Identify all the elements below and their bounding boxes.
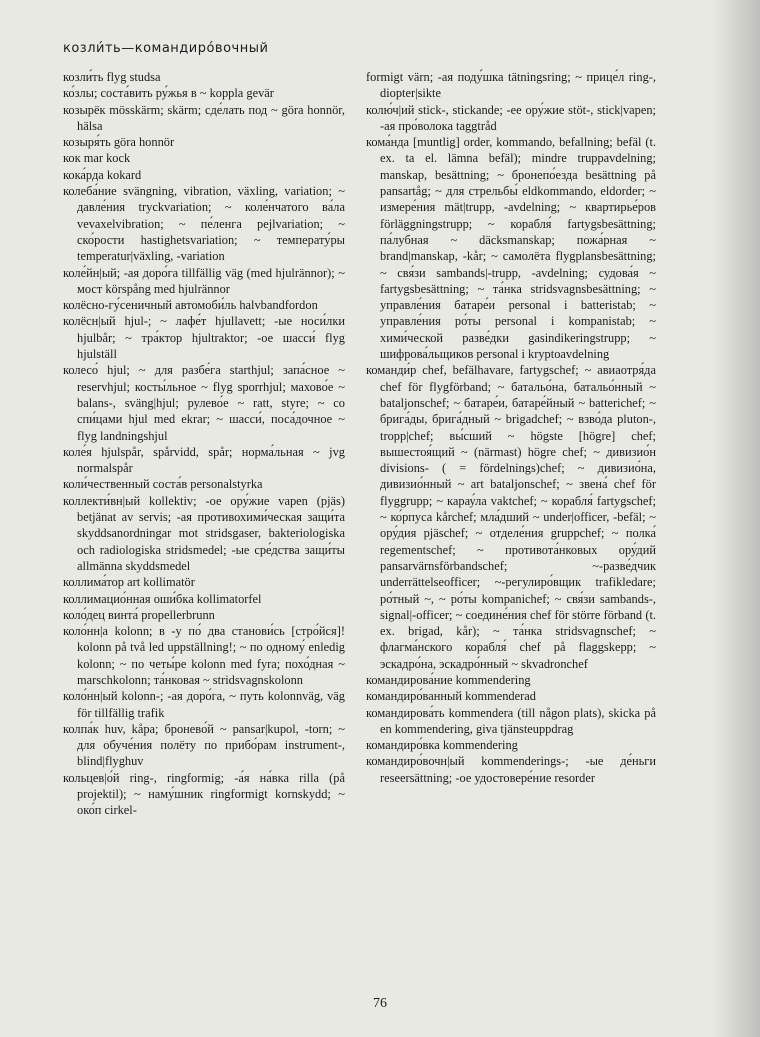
dictionary-entry: команди́р chef, befälhavare, fartygschef; ~ авиаотря́да chef för flygförband; ~ батальо́на, батальо́нный ~ bataljonschef; ~ батаре́и, батаре́йный ~ batterichef; ~ брига́ды, брига́дный ~ brigadchef; ~ взво́да pluton-, tropp|chef; вы́сший ~ högste [högre] chef; вышестоя́щий ~ (närmast) högre chef; ~ дивизио́н divisions- ( = fördelnings)chef; ~ дивизио́на, дивизио́нный ~ art bataljonschef; ~ звена́ chef för flyggrupp; ~ карау́ла vaktchef; ~ корабля́ fartygschef; ~ ко́рпуса kårchef; мла́дший ~ under|officer, -befäl; ~ ору́дия pjäschef; ~ отделе́ния gruppchef; ~ полка́ regementschef; ~ противота́нковых ору́дий pansarvärnsförbandschef; ~-разве́дчик underrättelseofficer; ~-регулиро́вщик trafikledare; ро́тный ~, ~ ро́ты kompanichef; ~ свя́зи sambands-, signal|-officer; ~ соедине́ния chef för större förband (t. ex. brigad, kår); ~ та́нка stridsvagnschef; ~ флагма́нского корабля́ chef på flaggskepp; ~ эскадро́на, эскадро́нный ~ skvadronchef [366,363,656,671]
dictionary-entry: кока́рда kokard [63,167,142,182]
dictionary-entry: коло́дец винта́ propellerbrunn [63,607,215,622]
dictionary-entry: козыря́ть göra honnör [63,135,175,150]
dictionary-entry: коллекти́вн|ый kollektiv; -ое ору́жие vapen (pjäs) betjänat av servis; -ая противохими́ческая защи́та skyddsanordningar mot stridsgaser, bakteriologiska och radiologiska stridsmedel; -ые сре́дства защи́ты allmänna skyddsmedel [63,493,345,573]
dictionary-entry: коле́йн|ый; -ая доро́га tillfällig väg (med hjulrännor); ~ мост körspång med hjulrännor [63,265,345,296]
dictionary-entry: колю́ч|ий stick-, stickande; -ее ору́жие stöt-, stick|vapen; -ая про́волока taggtråd [366,102,656,133]
dictionary-entry: кома́нда [muntlig] order, kommando, befallning; befäl (t. ex. ta el. lämna befäl); mindre truppavdelning; manskap, besättning; ~ бронепо́езда besättning på pansartåg; ~ для стрельбы́ eldkommando, eldorder; ~ измере́ния mät|trupp, -avdelning; ~ квартирье́ров förläggningstrupp; ~ корабля́ fartygsbesättning; па́лубная ~ däcksmanskap; пожа́рная ~ brand|manskap, -kår; ~ самолёта flygplansbesättning; ~ свя́зи sambands|-trupp, -avdelning; судова́я ~ fartygsbesättning; ~ та́нка stridsvagnsbesättning; ~ управле́ния батаре́и personal i batteristab; ~ управле́ния ро́ты personal i kompanistab; ~ хими́ческой разве́дки gasindikeringstrupp; ~ шифрова́льщиков personal i kryptoavdelning [366,135,656,362]
dictionary-entry: кольцев|о́й ring-, ringformig; -а́я на́вка rilla (på projektil); ~ наму́шник ringformigt kornskydd; ~ око́п cirkel- [63,770,345,818]
page-number: 76 [373,996,387,1011]
dictionary-entry: колесо́ hjul; ~ для разбе́га starthjul; запа́сное ~ reservhjul; косты́льное ~ flyg sporrhjul; махово́е ~ balans-, sväng|hjul; рулево́е ~ ratt, styre; ~ со спи́цами hjul med ekrar; ~ шасси́, поса́дочное ~ flyg landningshjul [63,363,345,443]
page-edge-shadow [712,0,760,1037]
dictionary-entry: кок mar kock [63,151,131,166]
dictionary-entry: коле́я hjulspår, spårvidd, spår; норма́льная ~ jvg normalspår [63,444,345,476]
dictionary-entry: командиро́ванный kommenderad [366,689,536,704]
dictionary-entry: колпа́к huv, kåpa; бронево́й ~ pansar|kupol, -torn; ~ для обуче́ния полёту по прибо́рам instrument-, blind|flyghuv [63,721,345,769]
dictionary-entry: коло́нн|ый kolonn-; -ая доро́га, ~ путь kolonnväg, väg för tillfällig trafik [63,689,345,720]
dictionary-entry: ко́злы; соста́вить ру́жья в ~ koppla gevär [63,86,274,101]
dictionary-entry: колёсн|ый hjul-; ~ лафе́т hjullavett; -ые носи́лки hjulbår; ~ тра́ктор hjultraktor; -ое шасси́ flyg hjulställ [63,314,345,362]
dictionary-entry: колёсно-гу́сеничный автомоби́ль halvbandfordon [63,298,318,313]
dictionary-entry: коллима́тор art kollimatör [63,575,195,590]
dictionary-entry: коло́нн|а kolonn; в -у по́ два станови́сь [стро́йся]! kolonn på två led uppställning!; ~ по одному́ enledig kolonn; ~ по четы́ре kolonn med fyra; похо́дная ~ marschkolonn; та́нковая ~ stridsvagnskolonn [63,624,345,687]
dictionary-entry: коллимацио́нная оши́бка kollimatorfel [63,591,262,606]
dictionary-entry: козли́ть flyg studsa [63,70,161,84]
dictionary-entry: командиро́вка kommendering [366,738,518,753]
dictionary-entry: formigt värn; -ая поду́шка tätningsring; ~ прице́л ring-, diopter|sikte [366,70,656,101]
left-column [63,69,345,819]
dictionary-entry: коли́чественный соста́в personalstyrka [63,477,263,492]
page-header: козли́ть—командиро́вочный [63,41,269,56]
dictionary-entry: командиро́вочн|ый kommenderings-; -ые де́ньги reseersättning; -ое удостовере́ние resorder [366,754,656,785]
dictionary-entry: колеба́ние svängning, vibration, växling, variation; ~ давле́ния tryckvariation; ~ коле́нчатого ва́ла vevaxelvibration; ~ пе́ленга pejlvariation; ~ ско́рости hastighetsvariation; ~ температу́ры temperatur|växling, -variation [63,184,345,264]
dictionary-entry: козырёк mösskärm; skärm; сде́лать под ~ göra honnör, hälsa [63,102,345,133]
dictionary-entry: командирова́ние kommendering [366,672,531,687]
dictionary-entry: командирова́ть kommendera (till någon plats), skicka på en kommendering, giva tjänsteuppdrag [366,705,656,736]
right-column [366,69,656,786]
